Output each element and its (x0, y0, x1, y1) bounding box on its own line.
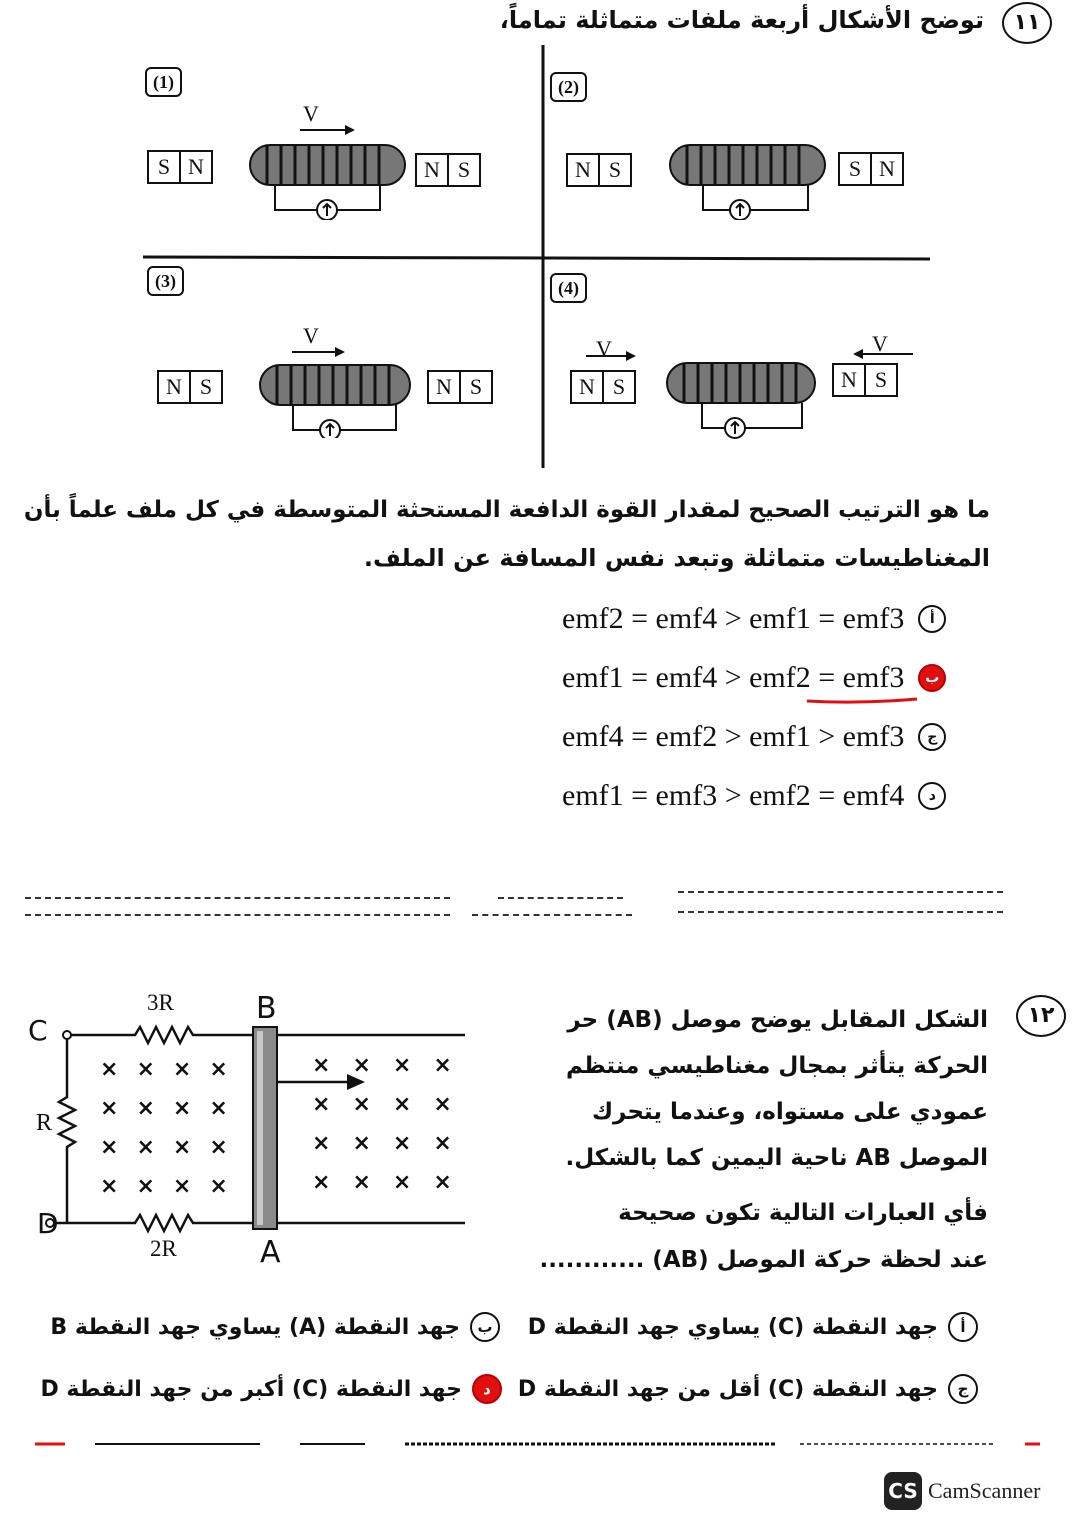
field-row: ×××× (100, 1174, 246, 1199)
point-d-label: D (37, 1207, 59, 1240)
field-row: ×××× (100, 1096, 246, 1121)
q12-option-a[interactable] (528, 1312, 978, 1342)
option-text: جهد النقطة (A) يساوي جهد النقطة B (50, 1314, 460, 1340)
q11-option-b[interactable] (562, 661, 946, 695)
figure-3-coil (255, 318, 425, 438)
figure-4-label: (4) (550, 273, 587, 303)
q11-option-d[interactable] (562, 779, 946, 813)
field-row: ×××× (312, 1131, 474, 1156)
figure-4-right-magnet (832, 363, 898, 397)
q12-option-b[interactable] (50, 1312, 500, 1342)
option-letter: ج (918, 723, 946, 751)
question-12-text-line3: عمودي على مستواه، وعندما يتحرك (591, 1099, 988, 1125)
option-letter: ج (948, 1374, 978, 1404)
camscanner-watermark (884, 1472, 1040, 1510)
figure-1-right-magnet (415, 153, 481, 187)
pole: N (575, 157, 591, 182)
field-row: ×××× (312, 1170, 474, 1195)
option-text: جهد النقطة (C) أكبر من جهد النقطة D (40, 1376, 462, 1402)
pole: S (848, 156, 862, 181)
question-11-text-line1: ما هو الترتيب الصحيح لمقدار القوة الدافعة المستحثة المتوسطة في كل ملف علماً بأن (23, 497, 990, 523)
option-letter: د (918, 782, 946, 810)
camscanner-logo: CS (884, 1472, 922, 1510)
figure-3-label: (3) (147, 266, 184, 296)
question-12-number: ١٢ (1016, 995, 1066, 1037)
option-letter: أ (918, 605, 946, 633)
figure-2-left-magnet (566, 153, 632, 187)
option-letter: أ (948, 1312, 978, 1342)
question-12-text-line1: الشكل المقابل يوضح موصل (AB) حر (567, 1007, 988, 1033)
figure-1-label: (1) (145, 67, 182, 97)
option-expression: emf4 = emf2 > emf1 > emf3 (562, 720, 905, 753)
magnetic-field-right (312, 1046, 474, 1202)
figure-1-left-magnet (147, 150, 213, 184)
figure-2-right-magnet (838, 152, 904, 186)
pole: S (602, 372, 634, 402)
figure-4-coil (662, 318, 832, 443)
pole: N (424, 157, 440, 182)
figure-2-label: (2) (550, 72, 587, 102)
pole: N (166, 374, 182, 399)
answer-line (498, 897, 623, 901)
point-c-label: C (28, 1014, 48, 1047)
resistor-r-label: R (36, 1110, 53, 1136)
pole: N (870, 154, 902, 184)
option-text: جهد النقطة (C) يساوي جهد النقطة D (527, 1314, 938, 1340)
red-underline-mark (805, 695, 920, 707)
figure-2-coil (665, 100, 835, 220)
resistor-3r-label: 3R (147, 990, 174, 1015)
figure-3-velocity-label: V (303, 323, 319, 348)
figure-1-coil (245, 100, 415, 220)
camscanner-name: CamScanner (928, 1478, 1041, 1503)
option-text: جهد النقطة (C) أقل من جهد النقطة D (517, 1376, 938, 1402)
pole: S (189, 372, 221, 402)
point-b-label: B (256, 991, 277, 1026)
option-letter-marked: ب (918, 664, 946, 692)
field-row: ×××× (100, 1057, 246, 1082)
resistor-2r-label: 2R (150, 1236, 177, 1261)
option-expression: emf1 = emf4 > emf2 = emf3 (562, 661, 905, 694)
pole: N (436, 374, 452, 399)
field-row: ×××× (100, 1135, 246, 1160)
figure-4-velocity-left: V (596, 336, 612, 361)
pole: N (579, 374, 595, 399)
q12-option-d[interactable] (40, 1374, 502, 1404)
figure-3-left-magnet (157, 370, 223, 404)
option-expression: emf1 = emf3 > emf2 = emf4 (562, 779, 905, 812)
question-12-text-line2: الحركة يتأثر بمجال مغناطيسي منتظم (565, 1053, 988, 1079)
pole: N (841, 367, 857, 392)
pole: S (864, 365, 896, 395)
bottom-divider (30, 1438, 1070, 1450)
option-letter-marked: د (472, 1374, 502, 1404)
question-12-question-line1: فأي العبارات التالية تكون صحيحة (618, 1200, 988, 1226)
figure-1-velocity-label: V (303, 101, 319, 126)
point-a-label: A (260, 1235, 281, 1270)
pole: S (459, 372, 491, 402)
pole: N (179, 152, 211, 182)
answer-line (25, 897, 450, 901)
figure-4-left-magnet (570, 370, 636, 404)
pole: S (598, 155, 630, 185)
answer-line (25, 914, 450, 918)
answer-line (678, 891, 1003, 895)
q12-option-c[interactable] (518, 1374, 978, 1404)
answer-line (472, 914, 632, 918)
answer-line (678, 911, 1003, 915)
pole: S (447, 155, 479, 185)
q11-option-c[interactable] (562, 720, 946, 754)
question-11-title: توضح الأشكال أربعة ملفات متماثلة تماماً، (499, 6, 984, 34)
option-expression: emf2 = emf4 > emf1 = emf3 (562, 602, 905, 635)
q11-option-a[interactable] (562, 602, 946, 636)
magnetic-field-left (100, 1050, 250, 1206)
pole: S (157, 154, 171, 179)
question-11-text-line2: المغناطيسات متماثلة وتبعد نفس المسافة عن الملف. (363, 544, 990, 572)
option-letter: ب (470, 1312, 500, 1342)
field-row: ×××× (312, 1092, 474, 1117)
question-12-text-line4: الموصل AB ناحية اليمين كما بالشكل. (565, 1145, 988, 1171)
figure-4-velocity-right: V (872, 331, 888, 356)
question-12-question-line2: عند لحظة حركة الموصل (AB) ............ (539, 1247, 988, 1273)
question-11-number: ١١ (1002, 2, 1052, 44)
figure-3-right-magnet (427, 370, 493, 404)
field-row: ×××× (312, 1053, 474, 1078)
